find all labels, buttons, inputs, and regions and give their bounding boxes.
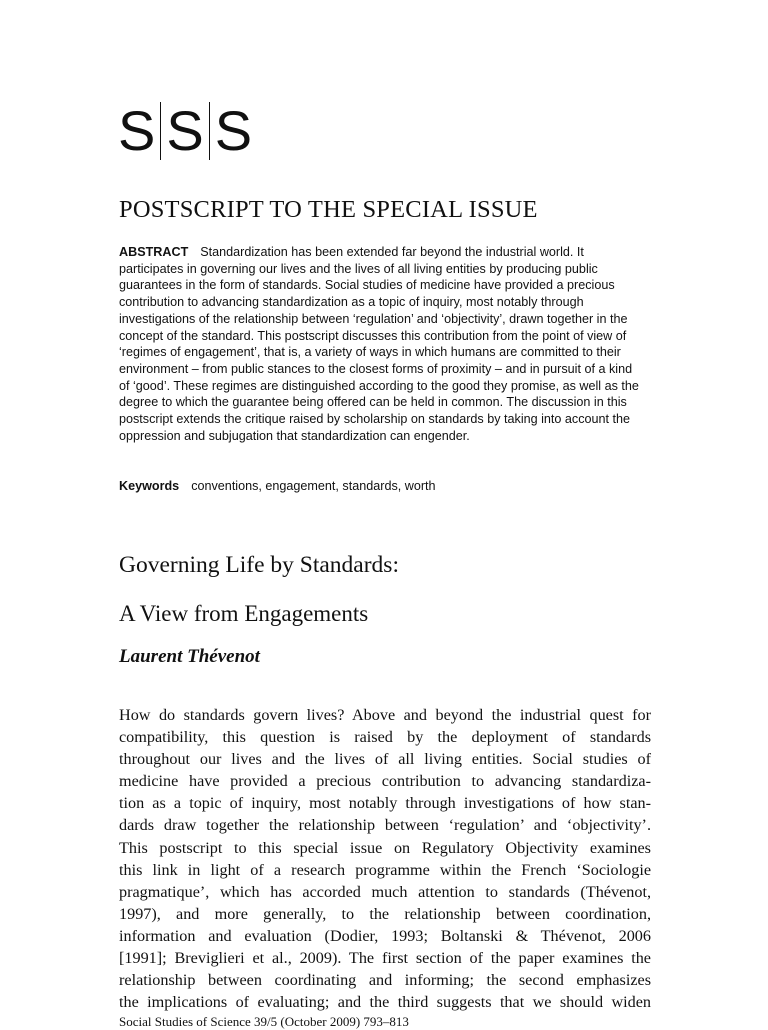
body-line: tion as a topic of inquiry, most notably through investigations of how stan- [119,794,651,813]
keywords-label: Keywords [119,479,180,493]
logo-divider-2 [209,102,210,160]
body-line: [1991]; Breviglieri et al., 2009). The first section of the paper examines the [119,949,651,968]
logo-letter-2: S [166,99,204,162]
keywords-block [119,478,436,495]
body-text [119,704,651,1013]
journal-logo [118,100,252,162]
body-line: dards draw together the relationship between ‘regulation’ and ‘objectivity’. [119,816,651,835]
body-line: information and evaluation (Dodier, 1993; Boltanski & Thévenot, 2006 [119,926,651,945]
body-line: compatibility, this question is raised by the deployment of standards [119,728,651,747]
keywords-text: conventions, engagement, standards, worth [191,479,436,493]
article-title: Governing Life by Standards: [119,552,399,578]
logo-letter-1: S [118,99,156,162]
body-line: the implications of evaluating; and the third suggests that we should widen [119,993,651,1012]
body-line: medicine have provided a precious contribution to advancing standardiza- [119,772,651,791]
logo-divider-1 [160,102,161,160]
body-line: This postscript to this special issue on Regulatory Objectivity examines [119,838,651,857]
body-line: this link in light of a research programme within the French ‘Sociologie [119,860,651,879]
body-line: throughout our lives and the lives of all living entities. Social studies of [119,750,651,769]
body-line: pragmatique’, which has accorded much attention to standards (Thévenot, [119,882,651,901]
logo-letter-3: S [214,99,253,162]
section-title: POSTSCRIPT TO THE SPECIAL ISSUE [119,196,538,223]
article-author: Laurent Thévenot [119,646,260,667]
abstract-text: Standardization has been extended far beyond the industrial world. It participates in governing our lives and the lives of all living entities by producing public guarantees in the form of standards. Social studies of medicine have provided a precious contribution to advancing standardization as a topic of inquiry, most notably through investigations of the relationship between ‘regulation’ and ‘objectivity’, drawn together in the concept of the standard. This postscript discusses this contribution from the point of view of ‘regimes of engagement’, that is, a variety of ways in which humans are committed to their environment – from public stances to the closest forms of proximity – and in pursuit of a kind of ‘good’. These regimes are distinguished according to the good they promise, as well as the degree to which the guarantee being offered can be held in common. The discussion in this postscript extends the critique raised by scholarship on standards by taking into account the oppression and subjugation that standardization can engender. [119,245,639,443]
abstract-block [119,244,639,444]
body-line: 1997), and more generally, to the relationship between coordination, [119,904,651,923]
abstract-label: ABSTRACT [119,245,189,259]
body-line: relationship between coordinating and informing; the second emphasizes [119,971,651,990]
body-line: How do standards govern lives? Above and beyond the industrial quest for [119,706,651,724]
journal-footer: Social Studies of Science 39/5 (October 2009) 793–813 [119,1014,409,1029]
article-subtitle: A View from Engagements [119,601,369,626]
